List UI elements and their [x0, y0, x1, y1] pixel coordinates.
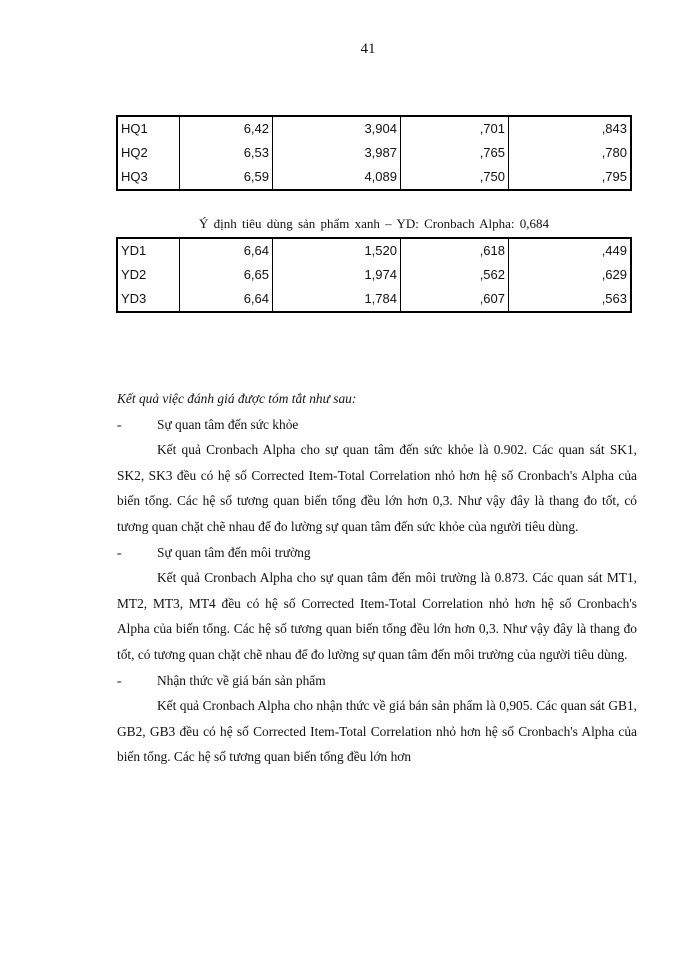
table-row	[117, 116, 631, 141]
cell-scale-mean: 6,64	[180, 238, 273, 263]
section-health-paragraph: Kết quả Cronbach Alpha cho sự quan tâm đến sức khỏe là 0.902. Các quan sát SK1, SK2, SK3 đều có hệ số Corrected Item-Total Correlation nhỏ hơn hệ số Cronbach's Alpha của biến tổng. Các hệ số tương quan biến tổng đều lớn hơn 0,3. Như vậy đây là thang đo tốt, có tương quan chặt chẽ nhau để đo lường sự quan tâm đến sức khỏe của người tiêu dùng.	[117, 442, 637, 534]
section-title: Nhận thức về giá bán sản phẩm	[157, 672, 326, 688]
cell-item: HQ1	[121, 121, 148, 136]
table-row	[117, 287, 631, 312]
table-row	[117, 238, 631, 263]
section-price-paragraph: Kết quả Cronbach Alpha cho nhận thức về giá bán sản phẩm là 0,905. Các quan sát GB1, GB2, GB3 đều có hệ số Corrected Item-Total Correlation nhỏ hơn hệ số Cronbach's Alpha của biến tổng. Các hệ số tương quan biến tổng đều lớn hơn	[117, 698, 637, 765]
cell-scale-mean: 6,65	[180, 263, 273, 287]
cell-scale-mean: 6,42	[180, 116, 273, 141]
table-row	[117, 263, 631, 287]
summary-body	[117, 386, 637, 770]
cell-alpha-if-deleted: ,629	[509, 263, 632, 287]
table-row	[117, 141, 631, 165]
cell-item-total-correlation: ,607	[401, 287, 509, 312]
cell-alpha-if-deleted: ,449	[509, 238, 632, 263]
cell-item: HQ3	[121, 169, 148, 184]
cell-item-total-correlation: ,562	[401, 263, 509, 287]
cell-scale-variance: 4,089	[273, 165, 401, 190]
table-hq	[116, 115, 632, 191]
bullet-dash: -	[117, 672, 122, 688]
cell-scale-mean: 6,53	[180, 141, 273, 165]
cell-item: YD1	[121, 243, 147, 258]
cell-alpha-if-deleted: ,780	[509, 141, 632, 165]
cell-item: HQ2	[121, 145, 148, 160]
table-yd	[116, 237, 632, 313]
cell-scale-variance: 1,520	[273, 238, 401, 263]
cell-item: YD2	[121, 267, 147, 282]
section-environment-paragraph: Kết quả Cronbach Alpha cho sự quan tâm đến môi trường là 0.873. Các quan sát MT1, MT2, MT3, MT4 đều có hệ số Corrected Item-Total Correlation nhỏ hơn hệ số Cronbach's Alpha của biến tổng. Các hệ số tương quan biến tổng đều lớn hơn 0,3. Như vậy đây là thang đo tốt, có tương quan chặt chẽ nhau để đo lường sự quan tâm đến môi trường của người tiêu dùng.	[117, 570, 637, 662]
section-title: Sự quan tâm đến môi trường	[157, 544, 311, 560]
summary-heading: Kết quả việc đánh giá được tóm tắt như sau:	[117, 391, 357, 406]
cell-item-total-correlation: ,618	[401, 238, 509, 263]
cell-alpha-if-deleted: ,843	[509, 116, 632, 141]
cell-alpha-if-deleted: ,795	[509, 165, 632, 190]
section-price-title	[117, 668, 637, 694]
table-row	[117, 165, 631, 190]
cell-item: YD3	[121, 291, 147, 306]
bullet-dash: -	[117, 416, 122, 432]
cell-scale-mean: 6,64	[180, 287, 273, 312]
section-health-title	[117, 412, 637, 438]
cell-scale-variance: 3,904	[273, 116, 401, 141]
section-title: Sự quan tâm đến sức khỏe	[157, 416, 299, 432]
section-environment-title	[117, 540, 637, 566]
cell-scale-mean: 6,59	[180, 165, 273, 190]
cell-scale-variance: 1,974	[273, 263, 401, 287]
cell-item-total-correlation: ,750	[401, 165, 509, 190]
cell-scale-variance: 3,987	[273, 141, 401, 165]
page-number: 41	[360, 41, 376, 57]
cell-item-total-correlation: ,765	[401, 141, 509, 165]
cell-item-total-correlation: ,701	[401, 116, 509, 141]
cell-alpha-if-deleted: ,563	[509, 287, 632, 312]
bullet-dash: -	[117, 544, 122, 560]
table-caption-yd: Ý định tiêu dùng sản phẩm xanh – YD: Cronbach Alpha: 0,684	[198, 216, 550, 231]
cell-scale-variance: 1,784	[273, 287, 401, 312]
